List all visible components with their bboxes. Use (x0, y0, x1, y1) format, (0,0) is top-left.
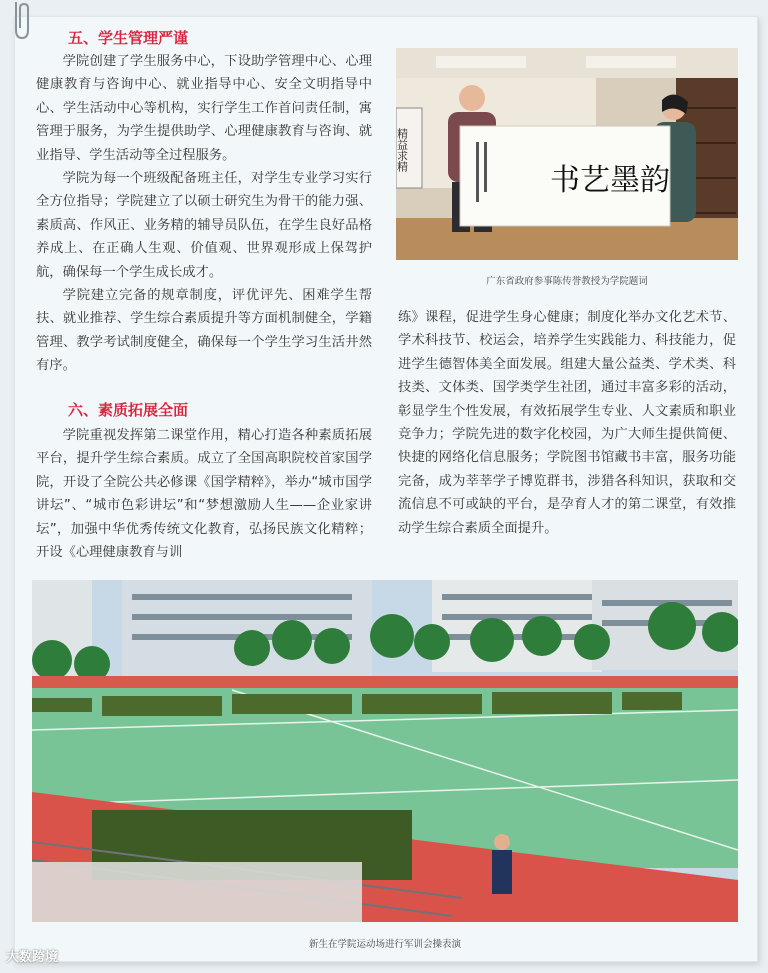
section-heading-student-management: 五、学生管理严谨 (68, 29, 189, 47)
calligraphy-banner-text: 书艺墨韵 (550, 163, 670, 198)
military-drill-photo (32, 580, 738, 922)
quality-expansion-text-right (398, 306, 736, 540)
paragraph: 学院建立完备的规章制度，评优评先、困难学生帮扶、就业推荐、学生综合素质提升等方面机制健全，学籍管理、教学考试制度健全，确保每一个学生学习生活井然有序。 (36, 288, 372, 374)
drill-scene (32, 580, 738, 922)
paragraph: 学院重视发挥第二课堂作用，精心打造各种素质拓展平台，提升学生综合素质。成立了全国高职院校首家国学院，开设了全院公共必修课《国学精粹》，举办“城市国学讲坛”、“城市色彩讲坛”和“梦想激励人生——企业家讲坛”，加强中华优秀传统文化教育，弘扬民族文化精粹；开设《心理健康教育与训 (36, 428, 372, 561)
calligraphy-photo (396, 48, 738, 260)
wall-scroll-text: 精益求精 (396, 128, 409, 172)
calligraphy-scene (396, 48, 738, 260)
section-heading-quality-expansion: 六、素质拓展全面 (68, 401, 189, 419)
student-management-text (36, 50, 372, 378)
paragraph: 学院创建了学生服务中心，下设助学管理中心、心理健康教育与咨询中心、就业指导中心、安全文明指导中心、学生活动中心等机构，实行学生工作首问责任制，寓管理于服务，为学生提供助学、心理健康教育与咨询、就业指导、学生活动等全过程服务。 (36, 54, 372, 163)
drill-photo-caption: 新生在学院运动场进行军训会操表演 (308, 939, 461, 950)
calligraphy-photo-caption: 广东省政府参事陈传誉教授为学院题词 (486, 276, 648, 287)
paperclip-icon (8, 0, 34, 44)
watermark-logo: 大数跨境 (6, 950, 59, 965)
paragraph: 练》课程，促进学生身心健康；制度化举办文化艺术节、学术科技节、校运会，培养学生实践能力、科技能力，促进学生德智体美全面发展。组建大量公益类、学术类、科技类、文体类、国学类学生社团，通过丰富多彩的活动，彰显学生个性发展，有效拓展学生专业、人文素质和职业竞争力；学院先进的数字化校园，为广大师生提供简便、快捷的网络化信息服务；学院图书馆藏书丰富，服务功能完备，成为莘莘学子博览群书，涉猎各科知识，获取和交流信息不可或缺的平台，是孕育人才的第二课堂，有效推动学生综合素质全面提升。 (398, 310, 736, 536)
quality-expansion-text-left (36, 424, 372, 564)
paragraph: 学院为每一个班级配备班主任，对学生专业学习实行全方位指导；学院建立了以硕士研究生为骨干的能力强、素质高、作风正、业务精的辅导员队伍，在学生良好品格养成上、在正确人生观、价值观、世界观形成上保驾护航，确保每一个学生成长成才。 (36, 171, 372, 280)
